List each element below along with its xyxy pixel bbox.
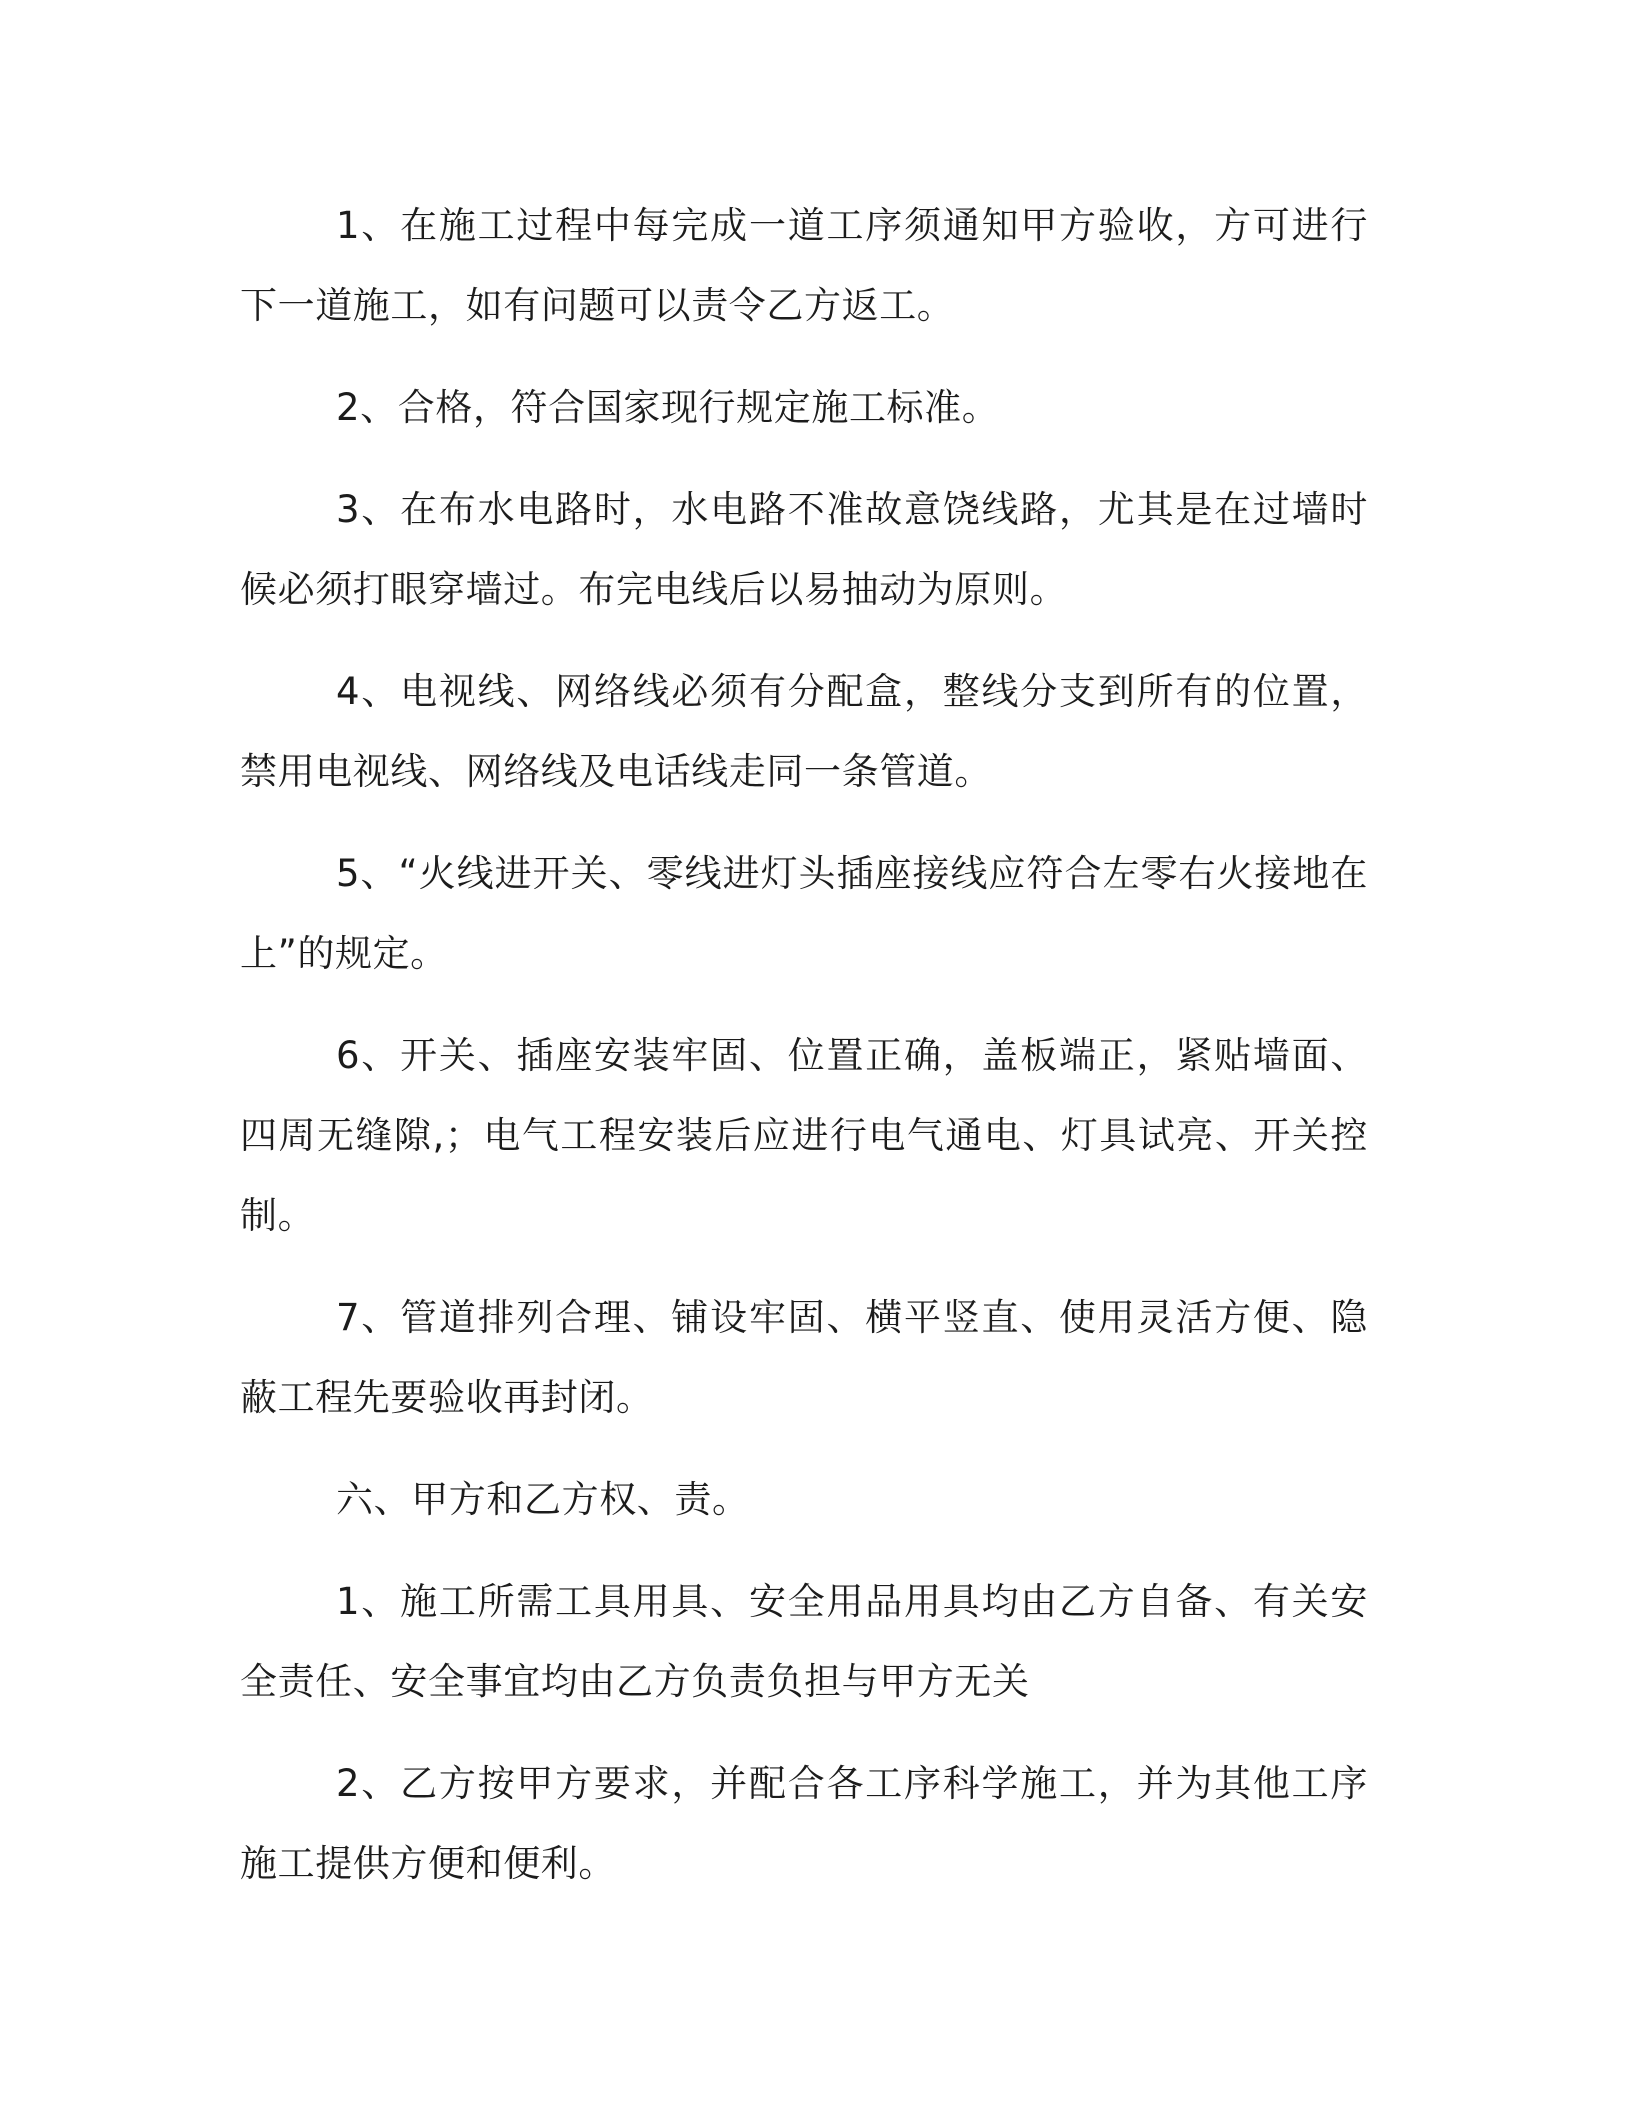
paragraph-item-7: 7、管道排列合理、铺设牢固、横平竖直、使用灵活方便、隐蔽工程先要验收再封闭。 xyxy=(240,1296,1368,1419)
paragraph-item-2: 2、合格，符合国家现行规定施工标准。 xyxy=(336,386,1000,429)
document-body xyxy=(240,186,1368,1926)
section-six-item-1: 1、施工所需工具用具、安全用品用具均由乙方自备、有关安全责任、安全事宜均由乙方负责负担与甲方无关 xyxy=(240,1580,1368,1703)
section-six-item-2: 2、乙方按甲方要求，并配合各工序科学施工，并为其他工序施工提供方便和便利。 xyxy=(240,1762,1368,1885)
paragraph-item-5: 5、“火线进开关、零线进灯头插座接线应符合左零右火接地在上”的规定。 xyxy=(240,852,1368,975)
paragraph-item-4: 4、电视线、网络线必须有分配盒，整线分支到所有的位置，禁用电视线、网络线及电话线走同一条管道。 xyxy=(240,670,1368,793)
section-heading-six: 六、甲方和乙方权、责。 xyxy=(336,1478,750,1521)
paragraph-item-3: 3、在布水电路时，水电路不准故意饶线路，尤其是在过墙时候必须打眼穿墙过。布完电线后以易抽动为原则。 xyxy=(240,488,1368,611)
paragraph-item-6: 6、开关、插座安装牢固、位置正确，盖板端正，紧贴墙面、四周无缝隙,；电气工程安装后应进行电气通电、灯具试亮、开关控制。 xyxy=(240,1034,1368,1237)
paragraph-item-1: 1、在施工过程中每完成一道工序须通知甲方验收，方可进行下一道施工，如有问题可以责令乙方返工。 xyxy=(240,204,1368,327)
